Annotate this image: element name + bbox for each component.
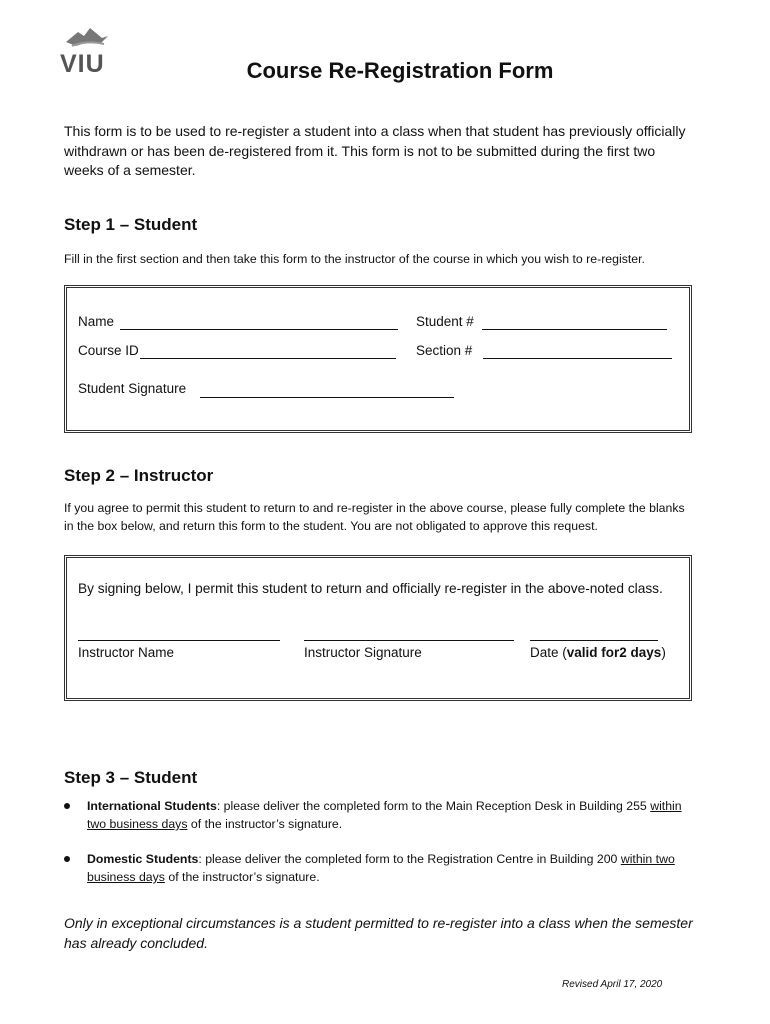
step1-heading: Step 1 – Student [64, 215, 198, 234]
page-title: Course Re-Registration Form [246, 58, 554, 83]
student-signature-label: Student Signature [78, 381, 187, 396]
section-number-label: Section # [416, 343, 473, 358]
step2-instructions: If you agree to permit this student to return to and re-register in the above course, please fully complete the blanks in the box below, and return this form to the student. You are not obligated to approve this request. [64, 501, 685, 533]
step1-instructions: Fill in the first section and then take this form to the instructor of the course in which you wish to re-register. [64, 252, 645, 266]
intro-paragraph: This form is to be used to re-register a student into a class when that student has previously officially withdrawn or has been de-registered from it. This form is not to be submitted during the first two weeks of a semester. [64, 123, 686, 178]
date-label: Date (valid for2 days) [530, 645, 666, 660]
instructor-name-field[interactable] [78, 640, 280, 641]
step2-heading: Step 2 – Instructor [64, 466, 214, 485]
student-number-field[interactable] [482, 329, 667, 330]
list-item: Domestic Students: please deliver the completed form to the Registration Centre in Building 200 within two business days of the instructor’s signature. [87, 852, 675, 884]
name-label: Name [78, 314, 115, 329]
step1-box [64, 285, 692, 433]
instructor-name-label: Instructor Name [78, 645, 175, 660]
section-number-field[interactable] [483, 358, 672, 359]
step2-box [64, 555, 692, 701]
name-field[interactable] [120, 329, 398, 330]
revised-date: Revised April 17, 2020 [562, 979, 663, 990]
list-item: International Students: please deliver the completed form to the Main Reception Desk in Building 255 within two business days of the instructor’s signature. [87, 799, 682, 831]
student-number-label: Student # [416, 314, 474, 329]
course-id-label: Course ID [78, 343, 139, 358]
instructor-statement: By signing below, I permit this student to return and officially re-register in the above-noted class. [78, 581, 663, 596]
bullet-icon [64, 856, 70, 862]
closing-note: Only in exceptional circumstances is a student permitted to re-register into a class when the semester has already concluded. [64, 915, 693, 951]
instructor-signature-label: Instructor Signature [304, 645, 422, 660]
date-field[interactable] [530, 640, 658, 641]
logo-text: VIU [60, 50, 105, 78]
student-signature-field[interactable] [200, 397, 454, 398]
step3-heading: Step 3 – Student [64, 768, 198, 787]
instructor-signature-field[interactable] [304, 640, 514, 641]
bullet-icon [64, 803, 70, 809]
course-id-field[interactable] [140, 358, 396, 359]
